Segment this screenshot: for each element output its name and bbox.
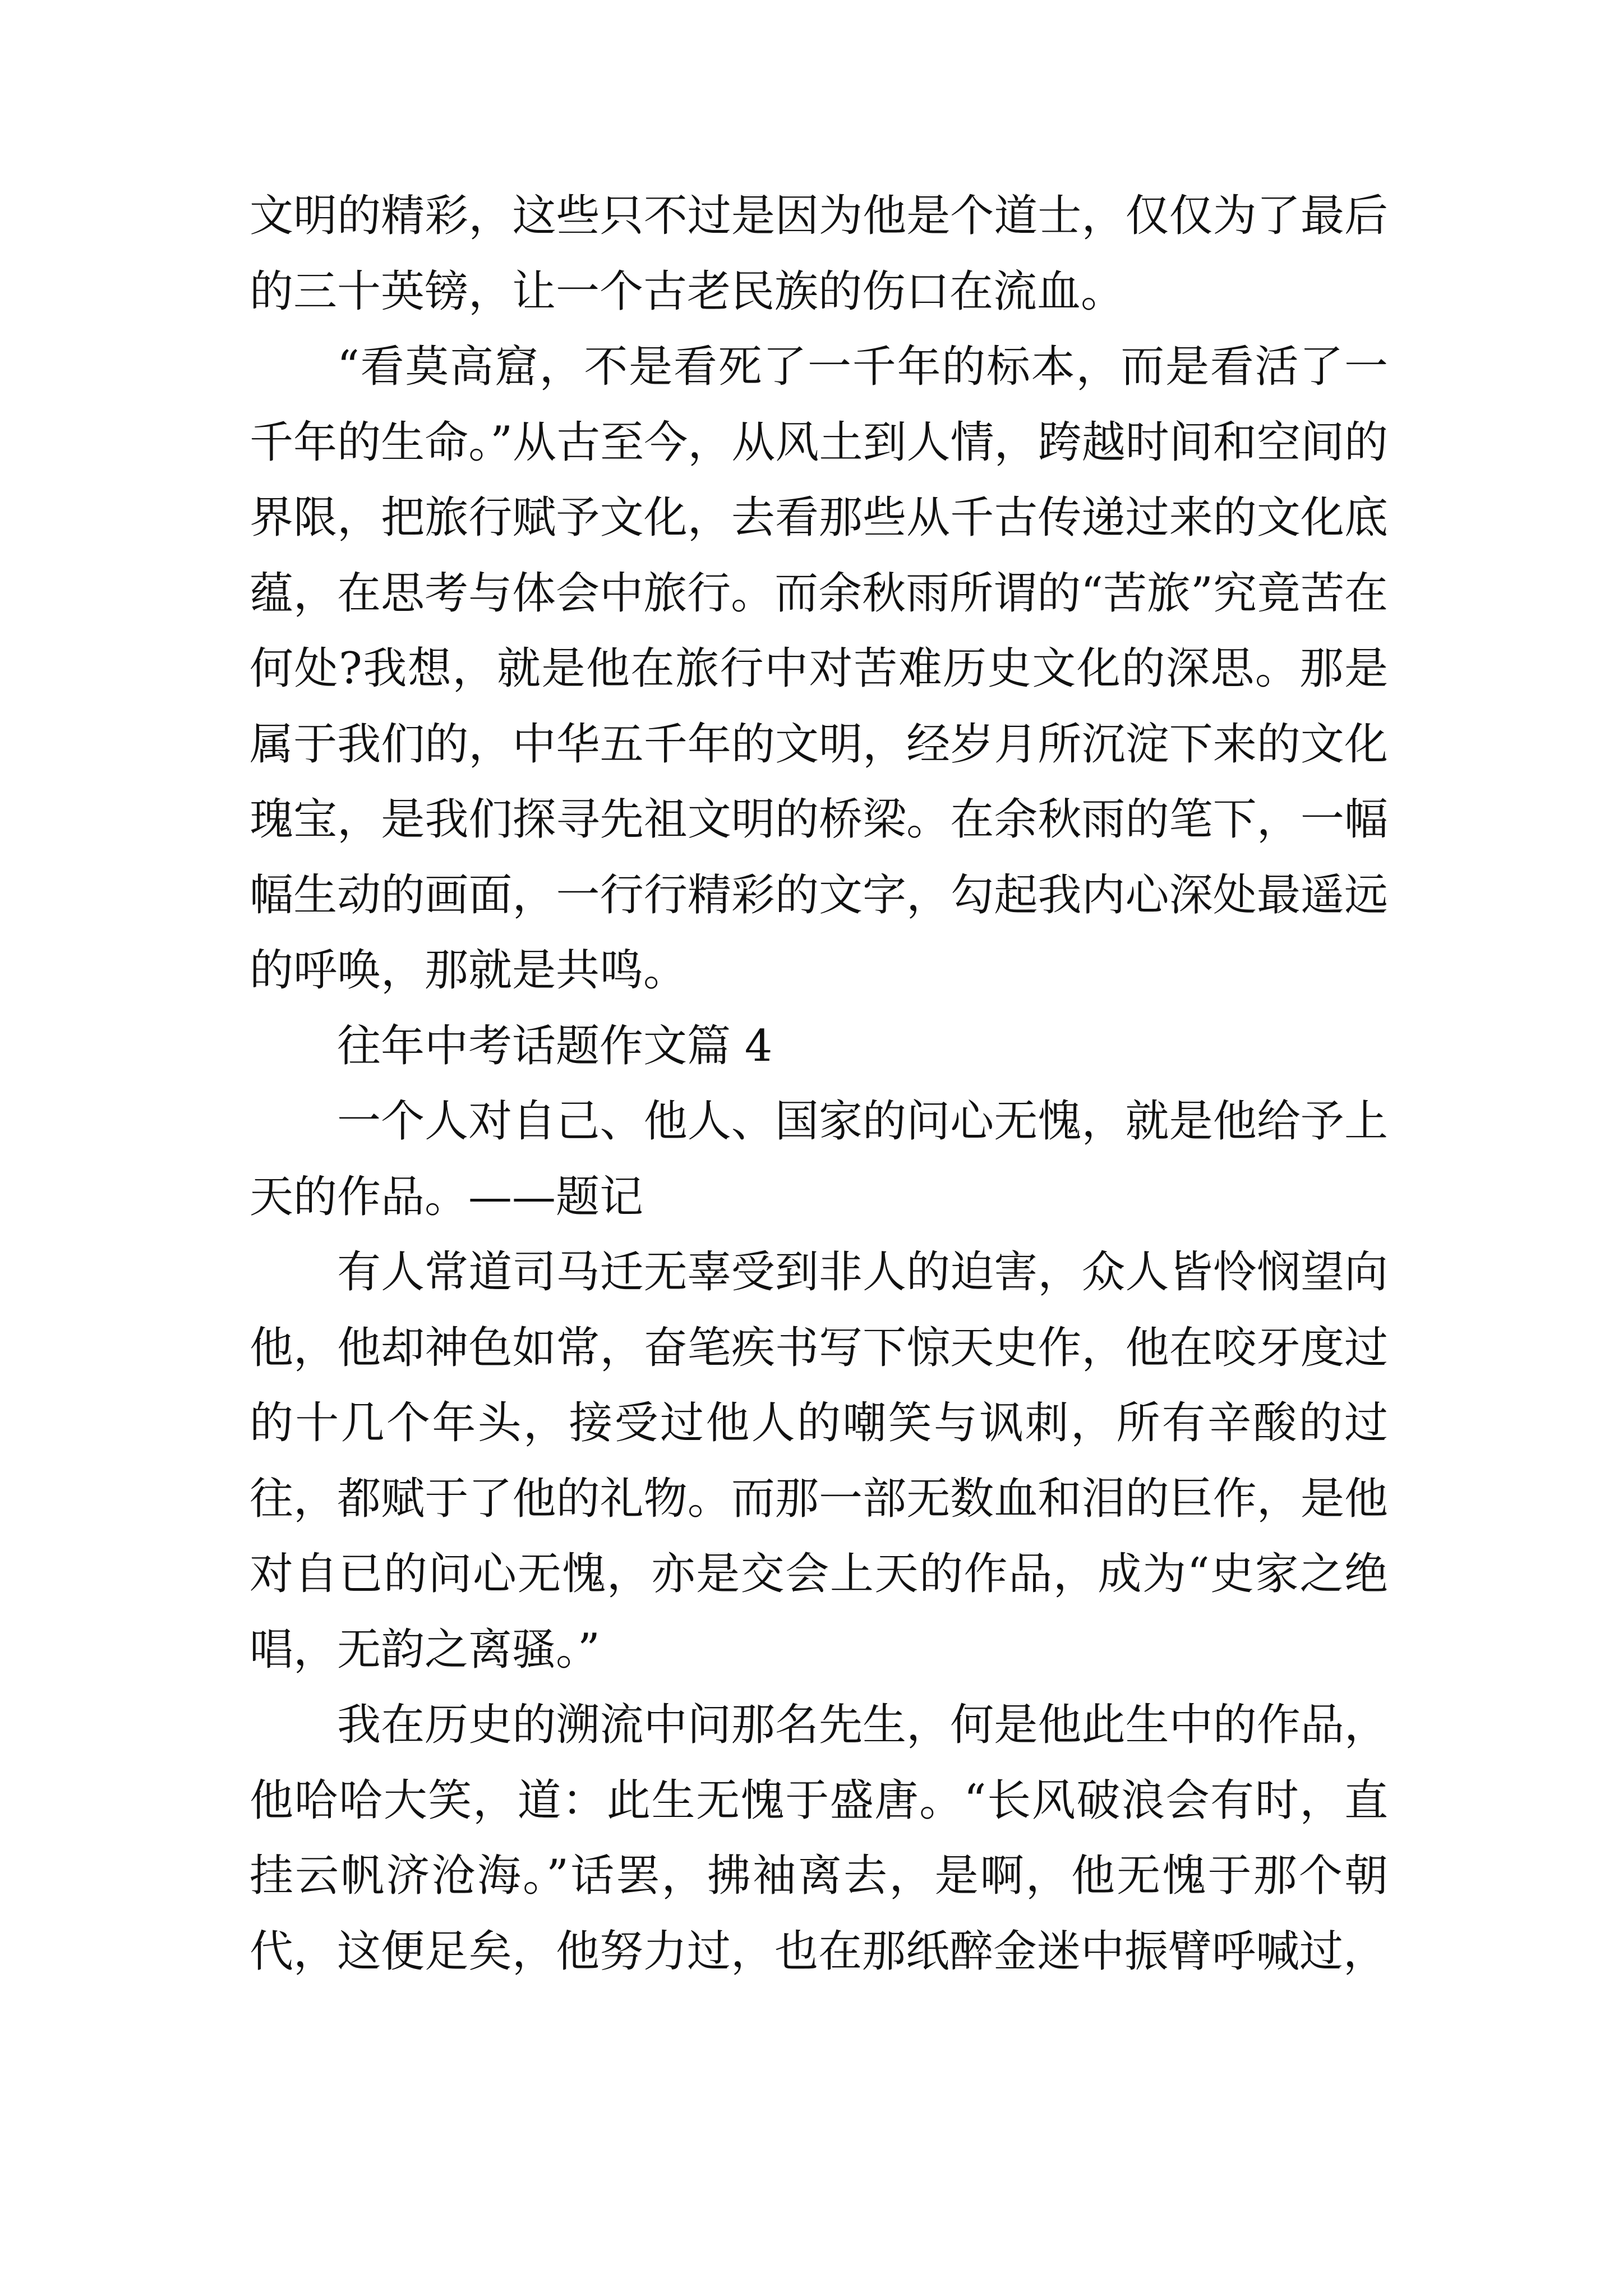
body-paragraph xyxy=(250,1687,1388,1989)
text-line: 挂云帆济沧海。”话罢，拂袖离去，是啊，他无愧于那个朝 xyxy=(250,1851,1388,1901)
text-line: “看莫高窟，不是看死了一千年的标本，而是看活了一 xyxy=(337,342,1388,392)
text-line: 我在历史的溯流中问那名先生，何是他此生中的作品， xyxy=(337,1700,1388,1750)
text-line: 有人常道司马迁无辜受到非人的迫害，众人皆怜悯望向 xyxy=(337,1247,1388,1297)
text-line: 都赋于了他的礼物。而那一部无数血和泪的巨作，是他对自 xyxy=(250,1473,1388,1599)
body-paragraph xyxy=(250,178,1388,329)
text-line: 千年的生命。”从古至今，从风土到人情，跨越时间和空间 xyxy=(250,417,1344,468)
text-line: 的三十英镑，让一个古老民族的伤口在流血。 xyxy=(250,266,1125,317)
text-line: 的界限，把旅行赋予文化，去看那些从千古传递过来的文化 xyxy=(250,417,1388,543)
body-paragraph xyxy=(250,1084,1388,1235)
text-line: 遥远的呼唤，那就是共鸣。 xyxy=(250,869,1388,996)
text-line: 已的问心无愧，亦是交会上天的作品，成为“史家之绝唱， xyxy=(250,1549,1388,1675)
text-line: 代，这便足矣，他努力过，也在那纸醉金迷中振臂呼喊过， xyxy=(250,1926,1387,1977)
text-line: 那是属于我们的，中华五千年的文明，经岁月所沉淀下来的 xyxy=(250,643,1388,770)
text-line: 的十几个年头，接受过他人的嘲笑与讽刺，所有辛酸的过往， xyxy=(250,1398,1388,1524)
text-line: 苦在何处?我想，就是他在旅行中对苦难历史文化的深思。 xyxy=(250,568,1388,694)
text-line: 文化瑰宝，是我们探寻先祖文明的桥梁。在余秋雨的笔下， xyxy=(250,719,1388,845)
section-heading xyxy=(250,1009,1388,1084)
text-line: 底蕴，在思考与体会中旅行。而余秋雨所谓的“苦旅”究竟 xyxy=(250,493,1388,619)
text-line: 天的作品。——题记 xyxy=(250,1171,644,1222)
text-line: 无韵之离骚。” xyxy=(337,1624,600,1675)
document-body xyxy=(250,178,1388,1989)
body-paragraph xyxy=(250,329,1388,1009)
text-line: 文明的精彩，这些只不过是因为他是个道士，仅仅为了最后 xyxy=(250,191,1388,241)
text-line: 他，他却神色如常，奋笔疾书写下惊天史作，他在咬牙度过 xyxy=(250,1322,1388,1373)
body-paragraph xyxy=(250,1235,1388,1687)
text-line: 一个人对自己、他人、国家的问心无愧，就是他给予上 xyxy=(337,1096,1388,1147)
text-line: 他哈哈大笑，道：此生无愧于盛唐。“长风破浪会有时，直 xyxy=(250,1775,1388,1826)
text-line: 往年中考话题作文篇 4 xyxy=(337,1020,773,1071)
text-line: 一幅幅生动的画面，一行行精彩的文字，勾起我内心深处最 xyxy=(250,794,1388,921)
